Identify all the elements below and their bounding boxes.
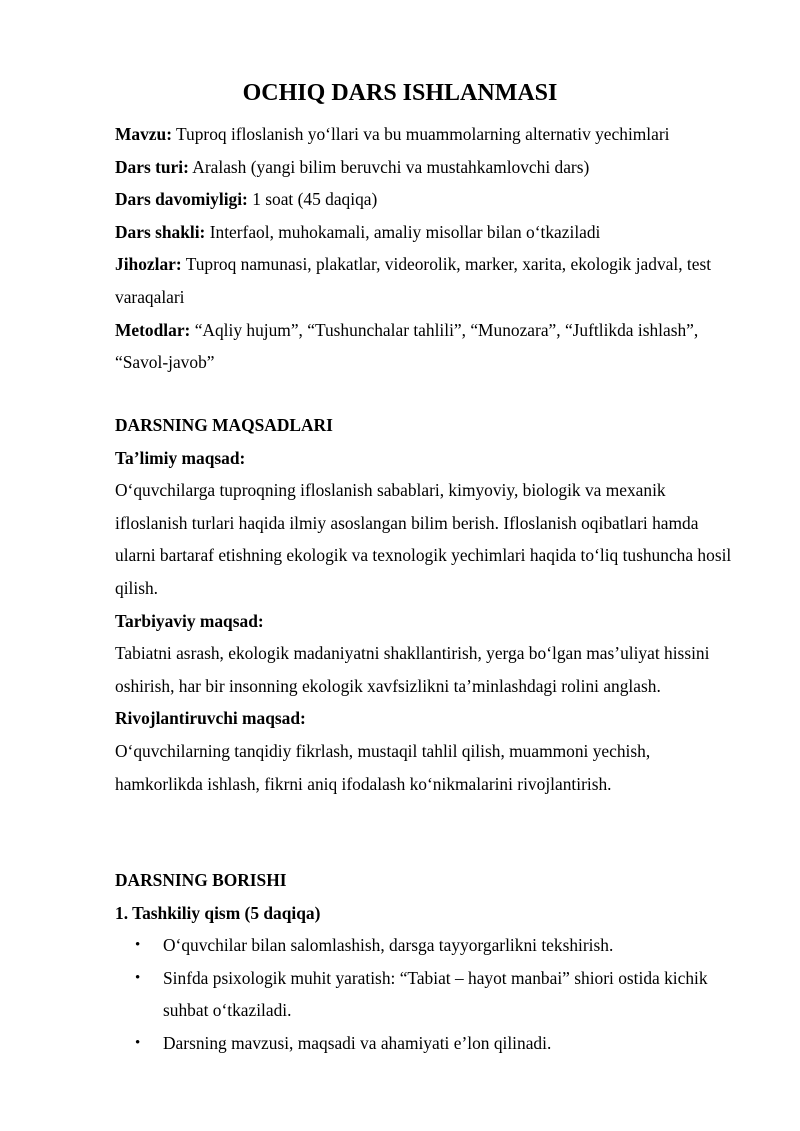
bullet-icon: • bbox=[135, 969, 141, 986]
goal-text: Tabiatni asrash, ekologik madaniyatni shakllantirish, yerga boʻlgan masʼuliyat hissini oshirish, har bir insonning ekologik xavfsizlikni taʼminlashdagi rolini anglash. bbox=[115, 643, 710, 696]
meta-type bbox=[115, 151, 740, 184]
goal-subheading: Rivojlantiruvchi maqsad: bbox=[115, 708, 306, 729]
bullet-list bbox=[115, 929, 740, 1059]
meta-duration bbox=[115, 183, 740, 216]
goal-text: Oʻquvchilarga tuproqning ifloslanish sabablari, kimyoviy, biologik va mexanik ifloslanish turlari haqida ilmiy asoslangan bilim berish. Ifloslanish oqibatlari hamda ularni bartaraf etishning ekologik va texnologik yechimlari haqida toʻliq tushuncha hosil qilish. bbox=[115, 480, 732, 598]
goal-text: Oʻquvchilarning tanqidiy fikrlash, mustaqil tahlil qilish, muammoni yechish, hamkorlikda ishlash, fikrni aniq ifodalash koʻnikmalarini rivojlantirish. bbox=[115, 740, 651, 794]
goal-subheading: Tarbiyaviy maqsad: bbox=[115, 610, 264, 631]
meta-value: Aralash (yangi bilim beruvchi va mustahkamlovchi dars) bbox=[188, 156, 590, 177]
progress-section bbox=[115, 864, 740, 1060]
meta-value: Tuproq namunasi, plakatlar, videorolik, marker, xarita, ekologik jadval, test varaqalari bbox=[115, 254, 712, 307]
meta-equipment bbox=[115, 248, 740, 313]
meta-topic bbox=[115, 118, 740, 151]
meta-label: Dars turi: bbox=[115, 156, 189, 177]
meta-value: Tuproq ifloslanish yoʻllari va bu muammolarning alternativ yechimlari bbox=[172, 124, 670, 144]
document-title: OCHIQ DARS ISHLANMASI bbox=[242, 80, 558, 106]
list-item bbox=[115, 1027, 740, 1060]
meta-form bbox=[115, 216, 740, 249]
section-heading: DARSNING MAQSADLARI bbox=[115, 415, 333, 435]
meta-label: Jihozlar: bbox=[115, 254, 182, 275]
bullet-icon: • bbox=[135, 1034, 141, 1051]
meta-value: Interfaol, muhokamali, amaliy misollar bilan oʻtkaziladi bbox=[205, 221, 601, 242]
meta-methods bbox=[115, 314, 740, 379]
meta-value: “Aqliy hujum”, “Tushunchalar tahlili”, “Munozara”, “Juftlikda ishlash”, “Savol-javob” bbox=[115, 319, 699, 373]
bullet-icon: • bbox=[135, 937, 141, 954]
list-item-text: Oʻquvchilar bilan salomlashish, darsga tayyorgarlikni tekshirish. bbox=[163, 935, 614, 956]
meta-label: Dars davomiyligi: bbox=[115, 189, 248, 210]
list-item bbox=[115, 929, 740, 962]
goal-subheading: Taʼlimiy maqsad: bbox=[115, 447, 246, 468]
list-item-text: Darsning mavzusi, maqsadi va ahamiyati eʼlon qilinadi. bbox=[163, 1032, 552, 1053]
lesson-meta bbox=[115, 118, 740, 379]
list-item bbox=[115, 962, 740, 1027]
list-item-text: Sinfda psixologik muhit yaratish: “Tabiat – hayot manbai” shiori ostida kichik suhbat oʻtkaziladi. bbox=[163, 967, 708, 1021]
goals-section bbox=[115, 409, 740, 800]
meta-value: 1 soat (45 daqiqa) bbox=[247, 189, 378, 210]
meta-label: Dars shakli: bbox=[115, 221, 206, 242]
step-subheading: 1. Tashkiliy qism (5 daqiqa) bbox=[115, 902, 321, 923]
meta-label: Mavzu: bbox=[115, 124, 172, 144]
section-heading: DARSNING BORISHI bbox=[115, 870, 287, 890]
meta-label: Metodlar: bbox=[115, 319, 191, 340]
